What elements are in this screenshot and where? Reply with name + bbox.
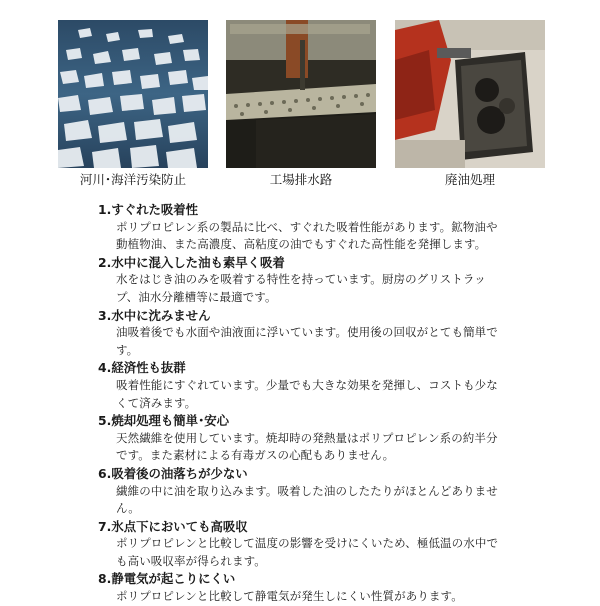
feature-item	[98, 465, 508, 518]
caption-river: 河川･海洋汚染防止	[79, 172, 187, 187]
feature-title: 4.経済性も抜群	[98, 360, 186, 376]
feature-item	[98, 570, 508, 605]
feature-title: 8.静電気が起こりにくい	[98, 571, 236, 587]
feature-title: 5.焼却処理も簡単･安心	[98, 413, 230, 429]
feature-item	[98, 518, 508, 571]
feature-item	[98, 254, 508, 307]
feature-description: 天然繊維を使用しています。焼却時の発熱量はポリプロピレン系の約半分です。また素材による有毒ガスの心配もありません。	[116, 430, 498, 463]
waste-oil-treatment-photo	[395, 20, 545, 168]
feature-item	[98, 307, 508, 360]
caption-drain: 工場排水路	[269, 172, 333, 187]
feature-description: 油吸着後でも水面や油液面に浮いています。使用後の回収がとても簡単です。	[116, 325, 498, 357]
river-oil-absorbent-photo	[58, 20, 208, 168]
feature-title: 2.水中に混入した油も素早く吸着	[98, 254, 285, 270]
caption-waste: 廃油処理	[444, 172, 495, 187]
feature-description: ポリプロピレン系の製品に比べ、すぐれた吸着性能があります。鉱物油や動植物油、また高濃度、高粘度の油でもすぐれた高性能を発揮します。	[116, 219, 498, 252]
factory-drain-photo	[226, 20, 376, 168]
feature-list	[98, 201, 508, 606]
feature-title: 6.吸着後の油落ちが少ない	[98, 465, 248, 481]
feature-description: 水をはじき油のみを吸着する特性を持っています。厨房のグリストラップ、油水分離槽等に最適です。	[116, 272, 486, 304]
feature-description: 繊維の中に油を取り込みます。吸着した油のしたたりがほとんどありません。	[116, 483, 498, 516]
feature-item	[98, 201, 508, 254]
feature-description: ポリプロピレンと比較して静電気が発生しにくい性質があります。	[116, 589, 463, 604]
feature-item	[98, 412, 508, 465]
feature-description: 吸着性能にすぐれています。少量でも大きな効果を発揮し、コストも少なくて済みます。	[116, 377, 498, 410]
feature-title: 7.氷点下においても高吸収	[98, 518, 248, 534]
feature-title: 1.すぐれた吸着性	[98, 202, 199, 217]
feature-description: ポリプロピレンと比較して温度の影響を受けにくいため、極低温の水中でも高い吸収率が得られます。	[116, 536, 499, 568]
feature-title: 3.水中に沈みません	[98, 307, 211, 323]
feature-item	[98, 359, 508, 412]
